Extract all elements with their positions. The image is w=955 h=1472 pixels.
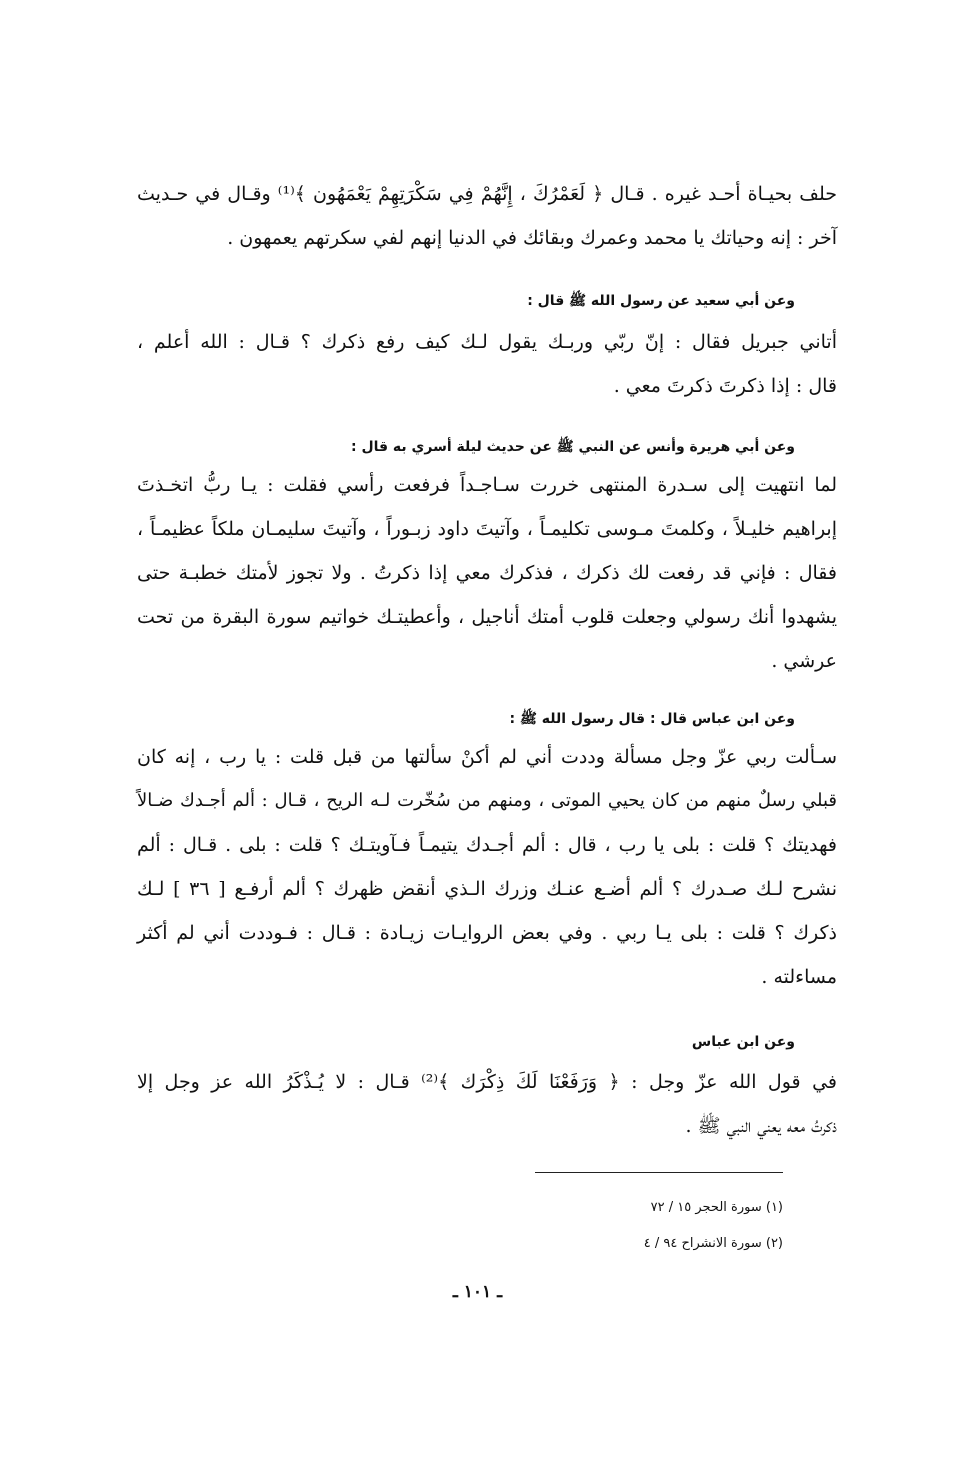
hadith-chain-heading: وعن أبي سعيد عن رسول الله ﷺ قال : xyxy=(527,293,795,309)
footnote-separator xyxy=(535,1172,783,1173)
intro-paragraph xyxy=(137,172,837,260)
footnote: (١) سورة الحجر ١٥ / ٧٢ xyxy=(650,1200,783,1215)
text-line: عرشي . xyxy=(771,650,837,672)
text-line: قبلي رسلٌ منهم من كان يحيي الموتى ، ومنهم من سُخّرت لـه الريح ، قـال : ألم أجـدك ضـالاً xyxy=(137,790,837,811)
hadith-chain-heading: وعن ابن عباس xyxy=(691,1034,795,1050)
text-line: مساءلته . xyxy=(761,966,837,988)
text-line: حلف بحيـاة أحـد غيره . قـال ﴿ لَعَمْرُكَ ، إِنَّهُمْ فِي سَكْرَتِهِمْ يَعْمَهُون ﴾⁽¹⁾ وقـال في حـديث xyxy=(137,183,837,205)
text-line: لما انتهيت إلى سـدرة المنتهى خررت سـاجـداً فرفعت رأسي فقلت : يـا ربُّ اتخـذتَ xyxy=(137,474,837,496)
text-line: فقال : فإني قد رفعت لك ذكرك ، فذكرك معي إذا ذكرتُ . ولا تجوز لأمتك خطبـة حتى xyxy=(137,562,837,584)
text-line: سـألت ربي عزّ وجل مسألة وددت أني لم أكنْ سألتها من قبل قلت : يا رب ، إنه كان xyxy=(137,746,837,768)
text-line: يشهدوا أنك رسولي وجعلت قلوب أمتك أناجيل ، وأعطيتـك خواتيم سورة البقرة من تحت xyxy=(137,606,837,628)
hadith-chain-heading: وعن أبي هريرة وأنس عن النبي ﷺ عن حديث ليلة أسري به قال : xyxy=(351,439,795,455)
text-line: ذكرتُ معه يعني النبي ﷺ . xyxy=(685,1115,837,1137)
hadith-paragraph xyxy=(137,735,837,999)
page-number: ـ ١٠١ ـ xyxy=(452,1282,503,1302)
text-line: في قول الله عزّ وجل : ﴿ وَرَفَعْنَا لَكَ ذِكْرَك ﴾⁽²⁾ قـال : لا يُـذْكَرُ الله عز وجل إلا xyxy=(137,1071,837,1093)
text-line: أتاني جبريل فقال : إنّ ربّي وربـك يقول لـك كيف رفع ذكرك ؟ قـال : الله أعلم ، xyxy=(137,331,837,353)
text-line: آخر : إنه وحياتك يا محمد وعمرك وبقائك في الدنيا إنهم لفي سكرتهم يعمهون . xyxy=(227,227,837,249)
text-line: ذكرك ؟ قلت : بلى يـا ربي . وفي بعض الروايـات زيـادة : قـال : فـوددت أني لم أكثر xyxy=(137,922,837,944)
hadith-paragraph xyxy=(137,463,837,683)
text-line: إبراهيم خليـلاً ، وكلمتَ مـوسى تكليمـاً ، وآتيتَ داود زبـوراً ، وآتيتَ سليمـان ملكاً عظيمـاً ، xyxy=(137,518,837,540)
footnote: (٢) سورة الانشراح ٩٤ / ٤ xyxy=(643,1236,783,1251)
text-line: فهديتك ؟ قلت : بلى يا رب ، قال : ألم أجـدك يتيمـاً فـآويتـك ؟ قلت : بلى . قـال : ألم xyxy=(137,834,837,856)
text-line: قال : إذا ذكرتَ ذكرتَ معي . xyxy=(613,375,837,397)
hadith-paragraph xyxy=(137,320,837,408)
hadith-paragraph xyxy=(137,1060,837,1148)
text-line: نشرح لـك صـدرك ؟ ألم أضـع عنـك وزرك الـذي أنقض ظهرك ؟ ألم أرفـع [ ٣٦ ] لـك xyxy=(137,878,837,900)
hadith-chain-heading: وعن ابن عباس قال : قال رسول الله ﷺ : xyxy=(509,711,795,727)
